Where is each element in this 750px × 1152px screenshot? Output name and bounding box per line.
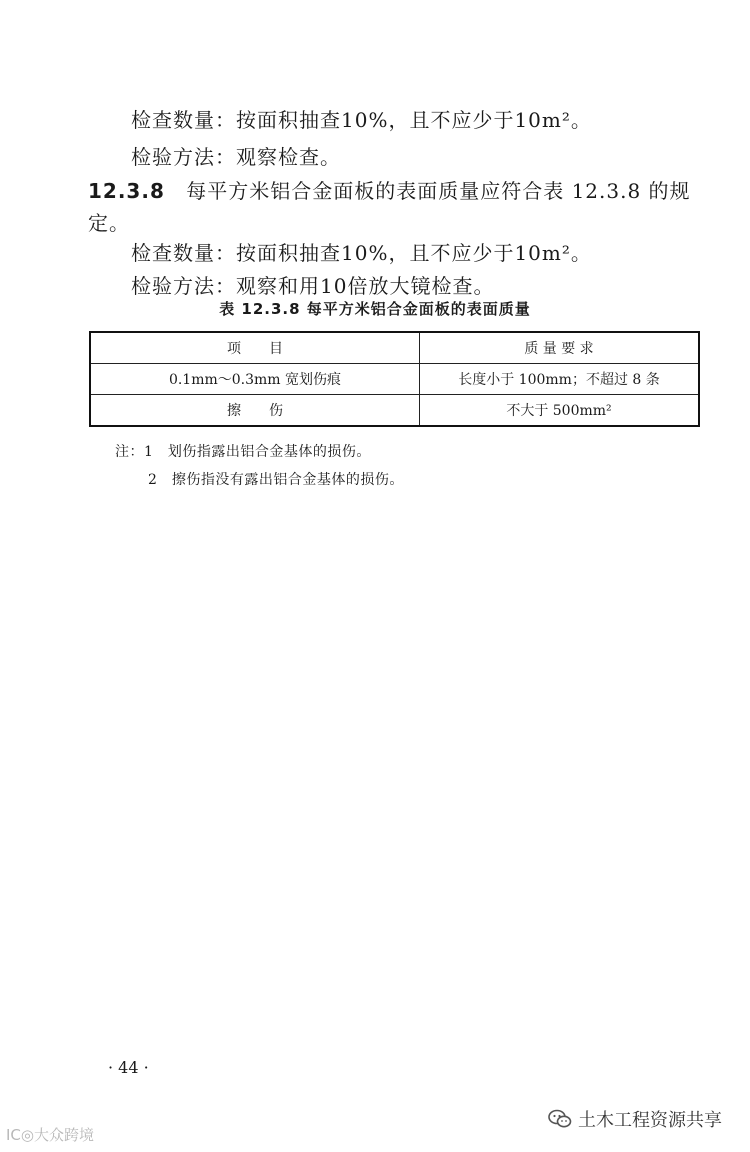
inspection-quantity-2: 检查数量：按面积抽查10%，且不应少于10m²。 — [131, 241, 592, 265]
wechat-icon — [548, 1109, 572, 1129]
cell-item: 0.1mm～0.3mm 宽划伤痕 — [90, 364, 420, 395]
note-2: 2 擦伤指没有露出铝合金基体的损伤。 — [148, 472, 404, 488]
surface-quality-table — [89, 331, 700, 427]
table-caption: 表 12.3.8 每平方米铝合金面板的表面质量 — [219, 300, 531, 318]
inspection-quantity-1: 检查数量：按面积抽查10%，且不应少于10m²。 — [131, 108, 592, 132]
clause-12-3-8 — [88, 175, 691, 204]
cell-item: 擦 伤 — [90, 395, 420, 427]
table-header-row — [90, 332, 699, 364]
note-1: 注：1 划伤指露出铝合金基体的损伤。 — [115, 444, 371, 460]
inspection-method-1: 检验方法：观察检查。 — [131, 145, 341, 169]
watermark-text: 土木工程资源共享 — [578, 1110, 722, 1131]
clause-continuation: 定。 — [88, 211, 130, 235]
header-item: 项 目 — [90, 332, 420, 364]
watermark-logo: IC◎大众跨境 — [6, 1126, 94, 1144]
clause-text: 每平方米铝合金面板的表面质量应符合表 12.3.8 的规 — [186, 179, 691, 203]
cell-requirement: 不大于 500mm² — [420, 395, 700, 427]
cell-requirement: 长度小于 100mm；不超过 8 条 — [420, 364, 700, 395]
inspection-method-2: 检验方法：观察和用10倍放大镜检查。 — [131, 274, 495, 298]
table-row — [90, 364, 699, 395]
header-requirement: 质 量 要 求 — [420, 332, 700, 364]
clause-number: 12.3.8 — [88, 179, 165, 203]
table-row — [90, 395, 699, 427]
watermark-account — [548, 1106, 722, 1132]
page-number: · 44 · — [108, 1058, 149, 1077]
